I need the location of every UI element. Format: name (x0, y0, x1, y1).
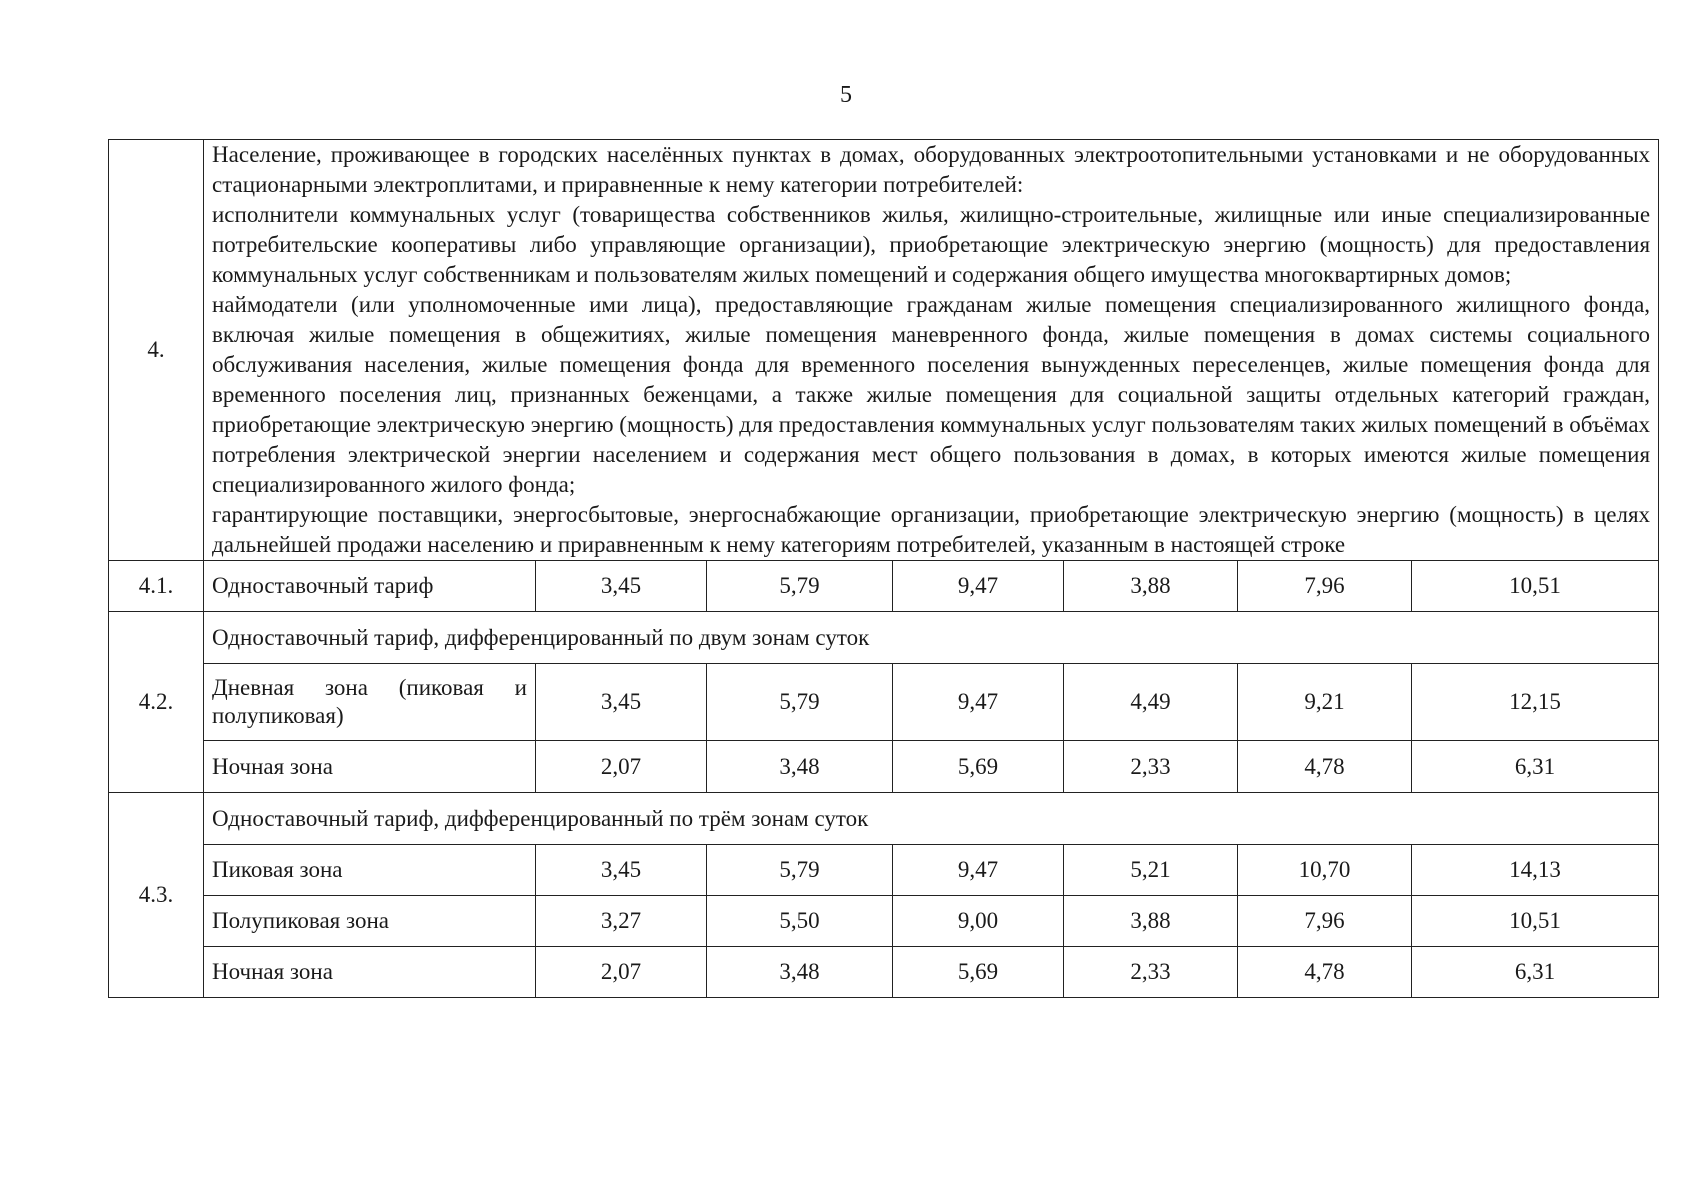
tariff-label: Дневная зона (пиковая и полупиковая) (204, 664, 536, 741)
table-row-4-2-day (109, 664, 1659, 741)
table-row-4 (109, 140, 1659, 561)
tariff-label: Пиковая зона (204, 845, 536, 896)
tariff-label: Ночная зона (204, 947, 536, 998)
row-number: 4.1. (109, 561, 204, 612)
tariff-value: 10,70 (1238, 845, 1412, 896)
table-row-4-3-peak (109, 845, 1659, 896)
tariff-value: 14,13 (1412, 845, 1659, 896)
row-number: 4.2. (109, 612, 204, 793)
consumer-category-description (204, 140, 1659, 561)
tariff-value: 2,33 (1064, 741, 1238, 793)
tariff-value: 3,45 (536, 845, 707, 896)
tariff-value: 4,78 (1238, 741, 1412, 793)
table-row-4-3-night (109, 947, 1659, 998)
tariff-value: 5,79 (707, 845, 893, 896)
page-number: 5 (840, 82, 852, 108)
tariff-label: Одноставочный тариф (204, 561, 536, 612)
tariff-group-header: Одноставочный тариф, дифференцированный по двум зонам суток (204, 612, 1659, 664)
table-row-4-2-header (109, 612, 1659, 664)
tariff-value: 9,47 (893, 664, 1064, 741)
tariff-value: 9,21 (1238, 664, 1412, 741)
tariff-value: 10,51 (1412, 561, 1659, 612)
tariff-value: 3,27 (536, 896, 707, 947)
tariff-value: 3,48 (707, 741, 893, 793)
tariff-value: 3,88 (1064, 561, 1238, 612)
table-row-4-2-night (109, 741, 1659, 793)
tariff-value: 9,47 (893, 845, 1064, 896)
tariff-value: 3,45 (536, 561, 707, 612)
tariff-label: Ночная зона (204, 741, 536, 793)
row-number: 4.3. (109, 793, 204, 998)
tariff-value: 3,45 (536, 664, 707, 741)
tariff-value: 2,33 (1064, 947, 1238, 998)
tariff-value: 4,49 (1064, 664, 1238, 741)
table-row-4-3-header (109, 793, 1659, 845)
tariff-value: 5,79 (707, 664, 893, 741)
tariff-value: 5,79 (707, 561, 893, 612)
tariff-group-header: Одноставочный тариф, дифференцированный по трём зонам суток (204, 793, 1659, 845)
description-paragraph: исполнители коммунальных услуг (товарищества собственников жилья, жилищно-строительные, жилищные или иные специализированные потребительские кооперативы либо управляющие организации), приобретающие электрическую энергию (мощность) для предоставления коммунальных услуг собственникам и пользователям жилых помещений и содержания общего имущества многоквартирных домов; (212, 202, 1651, 287)
tariff-value: 9,47 (893, 561, 1064, 612)
tariff-value: 5,69 (893, 947, 1064, 998)
tariff-value: 12,15 (1412, 664, 1659, 741)
tariff-value: 6,31 (1412, 947, 1659, 998)
tariff-value: 3,48 (707, 947, 893, 998)
tariff-value: 2,07 (536, 947, 707, 998)
tariff-value: 3,88 (1064, 896, 1238, 947)
tariff-value: 5,69 (893, 741, 1064, 793)
tariff-value: 7,96 (1238, 561, 1412, 612)
table-row-4-3-semipeak (109, 896, 1659, 947)
tariff-value: 7,96 (1238, 896, 1412, 947)
table-row-4-1 (109, 561, 1659, 612)
tariff-label: Полупиковая зона (204, 896, 536, 947)
row-number: 4. (109, 140, 204, 561)
tariff-value: 5,21 (1064, 845, 1238, 896)
tariff-value: 2,07 (536, 741, 707, 793)
tariff-value: 6,31 (1412, 741, 1659, 793)
description-paragraph: гарантирующие поставщики, энергосбытовые, энергоснабжающие организации, приобретающие электрическую энергию (мощность) в целях дальнейшей продажи населению и приравненным к нему категориям потребителей, указанным в настоящей строке (212, 502, 1651, 557)
tariff-table (108, 139, 1659, 998)
description-paragraph: Население, проживающее в городских населённых пунктах в домах, оборудованных электроотопительными установками и не оборудованных стационарными электроплитами, и приравненные к нему категории потребителей: (212, 142, 1651, 197)
tariff-value: 4,78 (1238, 947, 1412, 998)
tariff-value: 10,51 (1412, 896, 1659, 947)
tariff-value: 9,00 (893, 896, 1064, 947)
description-paragraph: наймодатели (или уполномоченные ими лица), предоставляющие гражданам жилые помещения специализированного жилищного фонда, включая жилые помещения в общежитиях, жилые помещения маневренного фонда, жилые помещения в домах системы социального обслуживания населения, жилые помещения фонда для временного поселения вынужденных переселенцев, жилые помещения фонда для временного поселения лиц, признанных беженцами, а также жилые помещения для социальной защиты отдельных категорий граждан, приобретающие электрическую энергию (мощность) для предоставления коммунальных услуг пользователям таких жилых помещений в объёмах потребления электрической энергии населением и содержания мест общего пользования в домах, в которых имеются жилые помещения специализированного жилого фонда; (212, 292, 1651, 497)
tariff-value: 5,50 (707, 896, 893, 947)
